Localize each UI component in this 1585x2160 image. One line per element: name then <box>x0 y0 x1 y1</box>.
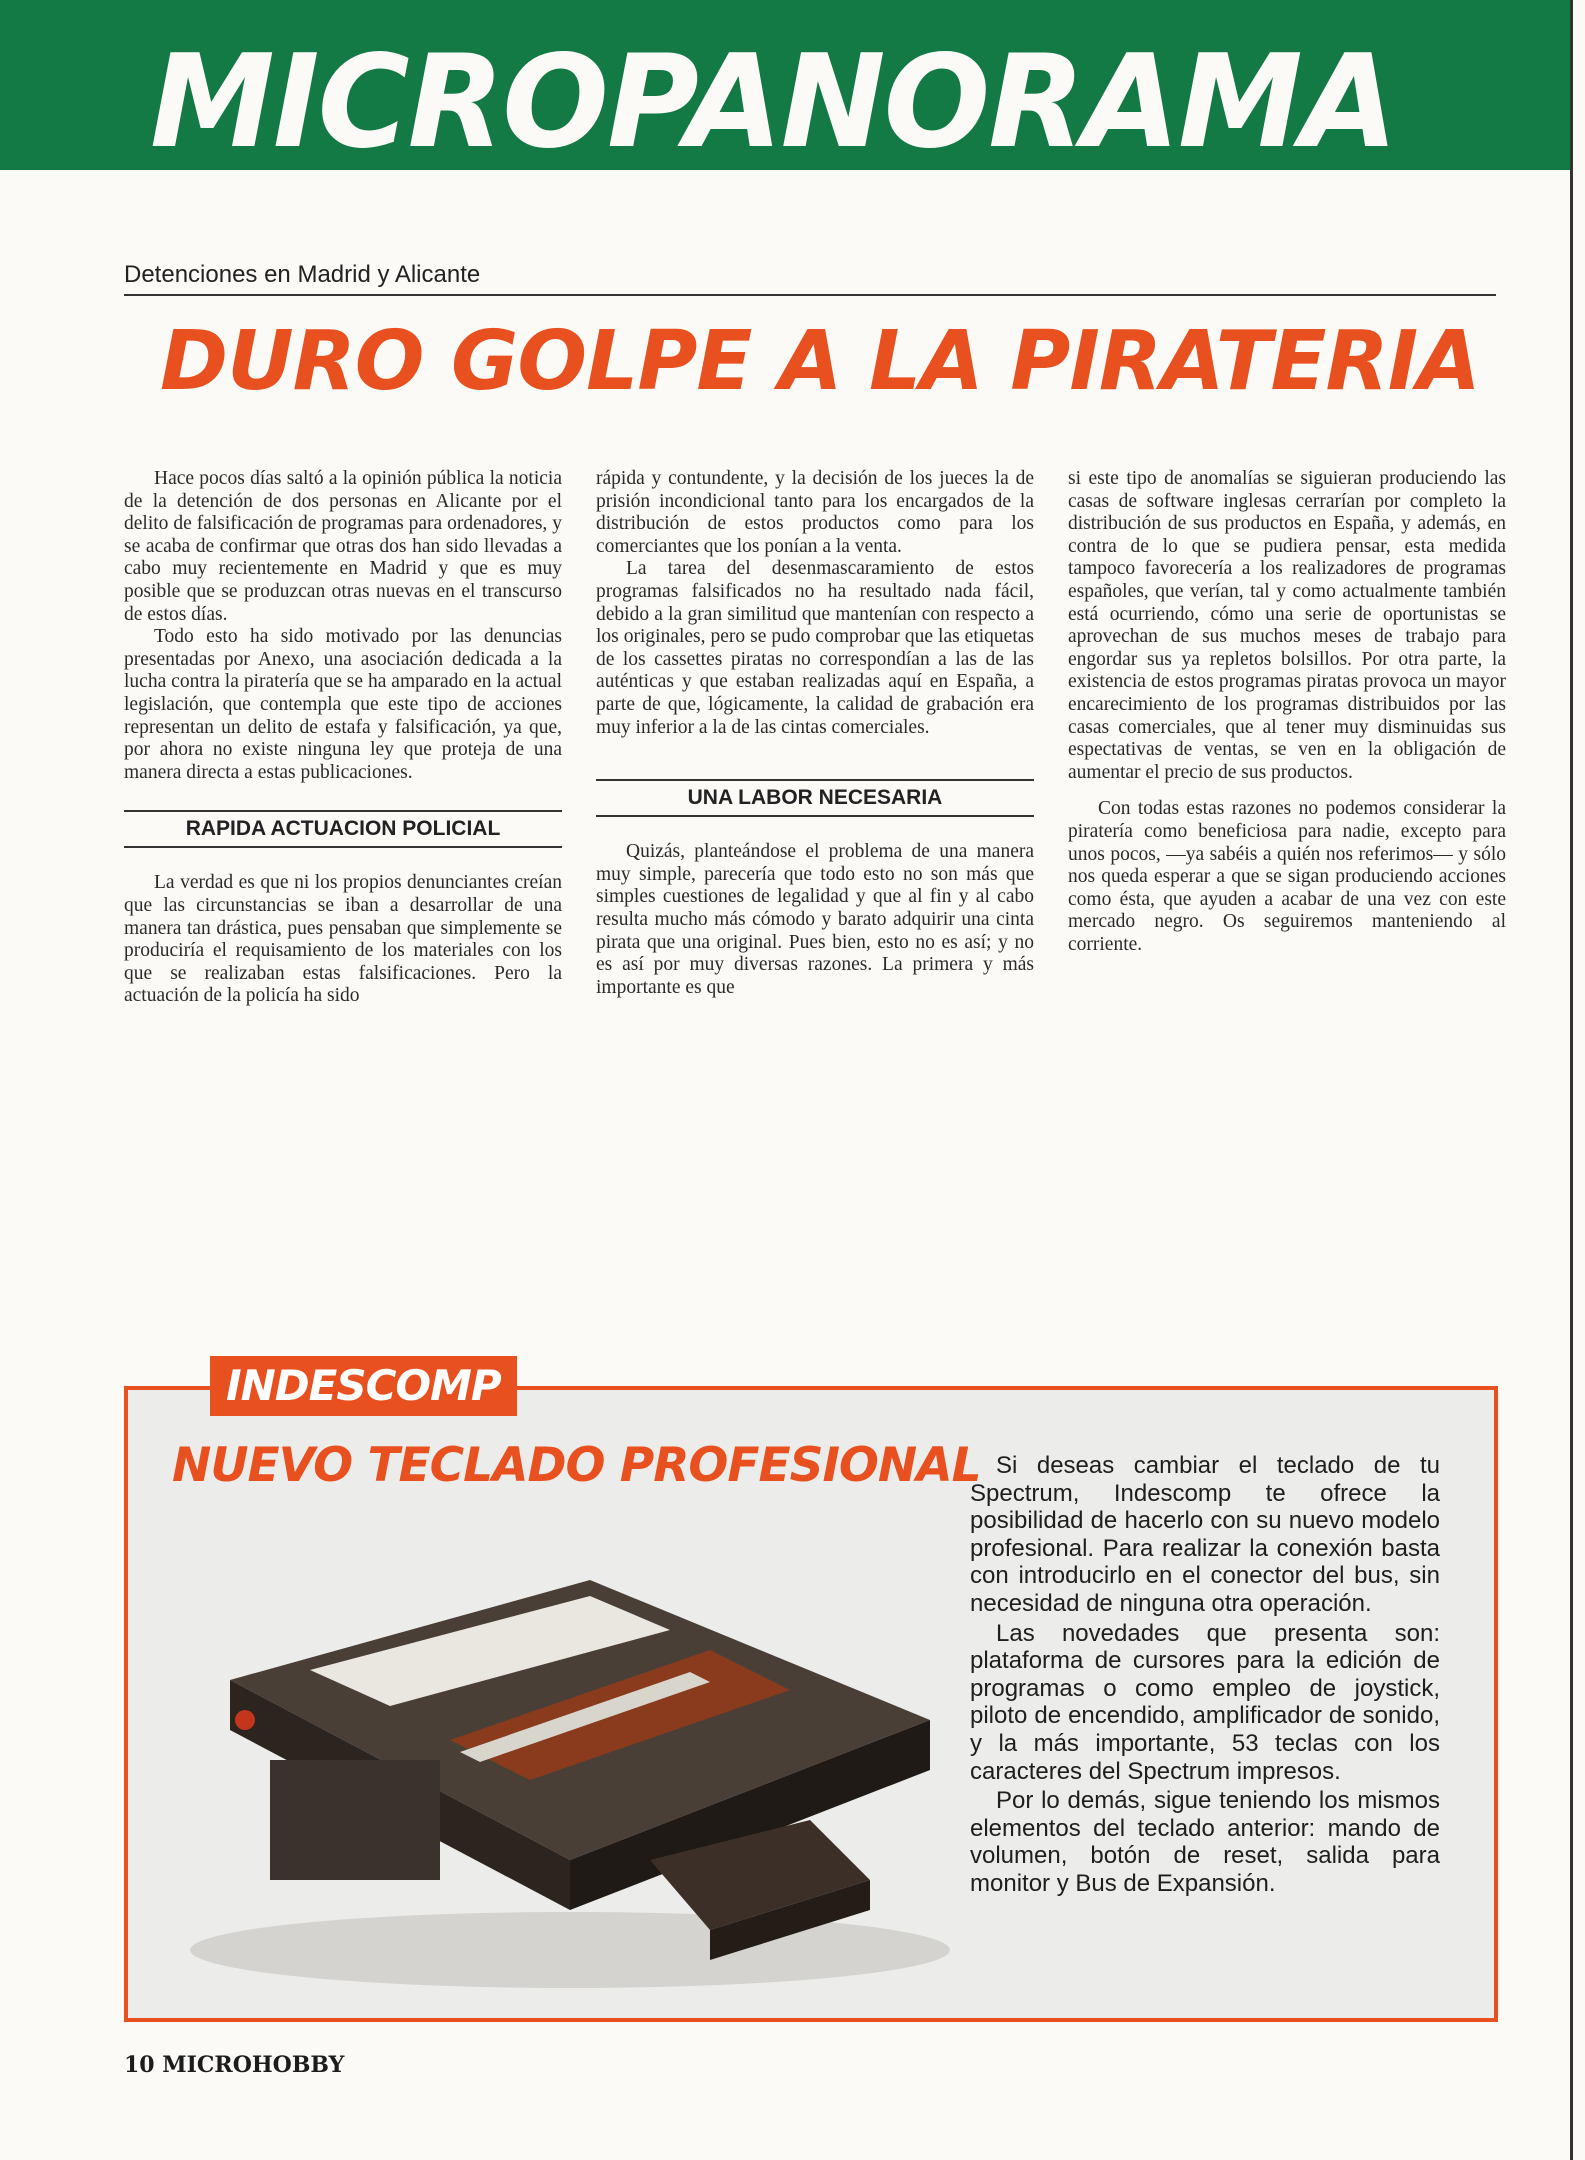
box-tag: INDESCOMP <box>210 1356 517 1416</box>
paragraph: Todo esto ha sido motivado por las denuncias presentadas por Anexo, una asociación dedicada a la lucha contra la piratería que se ha amparado en la actual legislación, que contempla que este tipo de acciones representan un delito de estafa y falsificación, ya que, por ahora no existe ninguna ley que proteja de una manera directa a estas publicaciones. <box>124 626 562 783</box>
masthead <box>0 0 1570 170</box>
power-led <box>235 1710 255 1730</box>
article-kicker: Detenciones en Madrid y Alicante <box>124 258 1496 296</box>
box-title: NUEVO TECLADO PROFESIONAL <box>172 1438 981 1493</box>
paragraph: Quizás, planteándose el problema de una manera muy simple, parecería que todo esto no son más que simples cuestiones de legalidad y que al fin y al cabo resulta mucho más cómodo y barato adquirir una cinta pirata que una original. Pues bien, esto no es así; y no es así por muy diversas razones. La primera y más importante es que <box>596 841 1034 998</box>
page-edge-rule <box>1570 0 1573 2160</box>
masthead-title: MICROPANORAMA <box>150 28 1397 170</box>
keyboard-photo <box>150 1530 950 2000</box>
box-text <box>970 1452 1440 1900</box>
article-column-2 <box>596 468 1034 999</box>
paragraph: Por lo demás, sigue teniendo los mismos elementos del teclado anterior: mando de volumen, botón de reset, salida para monitor y Bus de Expansión. <box>970 1787 1440 1897</box>
page-folio: 10 MICROHOBBY <box>124 2052 345 2078</box>
article-headline: DURO GOLPE A LA PIRATERIA <box>160 314 1480 409</box>
paragraph: si este tipo de anomalías se siguieran produciendo las casas de software inglesas cerrarían por completo la distribución de sus productos en España, y además, en contra de lo que se pudiera pensar, esta medida tampoco favorecería a los realizadores de programas españoles, que verían, tal y como actualmente también está ocurriendo, cómo una serie de oportunistas se aprovechan de sus muchos meses de trabajo para engordar sus ya repletos bolsillos. Por otra parte, la existencia de estos programas piratas provoca un mayor encarecimiento de los programas distribuidos por las casas comerciales, que al tener muy disminuidas sus espectativas de ventas, se ven en la obligación de aumentar el precio de sus productos. <box>1068 468 1506 783</box>
section-subhead: RAPIDA ACTUACION POLICIAL <box>124 810 562 848</box>
article-column-3 <box>1068 468 1506 956</box>
article-column-1 <box>124 468 562 1008</box>
section-subhead: UNA LABOR NECESARIA <box>596 779 1034 817</box>
paragraph: La tarea del desenmascaramiento de estos programas falsificados no ha resultado nada fácil, debido a la gran similitud que mantenían con respecto a los originales, pero se pudo comprobar que las etiquetas de los cassettes piratas no correspondían a las de las auténticas y que estaban realizadas aquí en España, a parte de que, lógicamente, la calidad de grabación era muy inferior a la de las cintas comerciales. <box>596 558 1034 738</box>
expansion-connector <box>270 1760 440 1880</box>
paragraph: Las novedades que presenta son: plataforma de cursores para la edición de programas o como empleo de joystick, piloto de encendido, amplificador de sonido, y la más importante, 53 teclas con los caracteres del Spectrum impresos. <box>970 1619 1440 1785</box>
paragraph: Si deseas cambiar el teclado de tu Spectrum, Indescomp te ofrece la posibilidad de hacerlo con su nuevo modelo profesional. Para realizar la conexión basta con introducirlo en el conector del bus, sin necesidad de ninguna otra operación. <box>970 1452 1440 1617</box>
paragraph: Hace pocos días saltó a la opinión pública la noticia de la detención de dos personas en Alicante por el delito de falsificación de programas para ordenadores, y se acaba de confirmar que otras dos han sido llevadas a cabo muy recientemente en Madrid y que es muy posible que se produzcan otras nuevas en el transcurso de estos días. <box>124 468 562 625</box>
paragraph: Con todas estas razones no podemos considerar la piratería como beneficiosa para nadie, excepto para unos pocos, —ya sabéis a quién nos referimos— y sólo nos queda esperar a que se sigan produciendo acciones como ésta, que ayuden a acabar de una vez con este mercado negro. Os seguiremos manteniendo al corriente. <box>1068 798 1506 955</box>
paragraph: La verdad es que ni los propios denunciantes creían que las circunstancias se iban a desarrollar de una manera tan drástica, pues pensaban que simplemente se produciría el requisamiento de los materiales con los que se realizaban estas falsificaciones. Pero la actuación de la policía ha sido <box>124 872 562 1007</box>
photo-shadow <box>190 1912 950 1988</box>
paragraph: rápida y contundente, y la decisión de los jueces la de prisión incondicional tanto para los encargados de la distribución de estos productos como para los comerciantes que los ponían a la venta. <box>596 468 1034 557</box>
